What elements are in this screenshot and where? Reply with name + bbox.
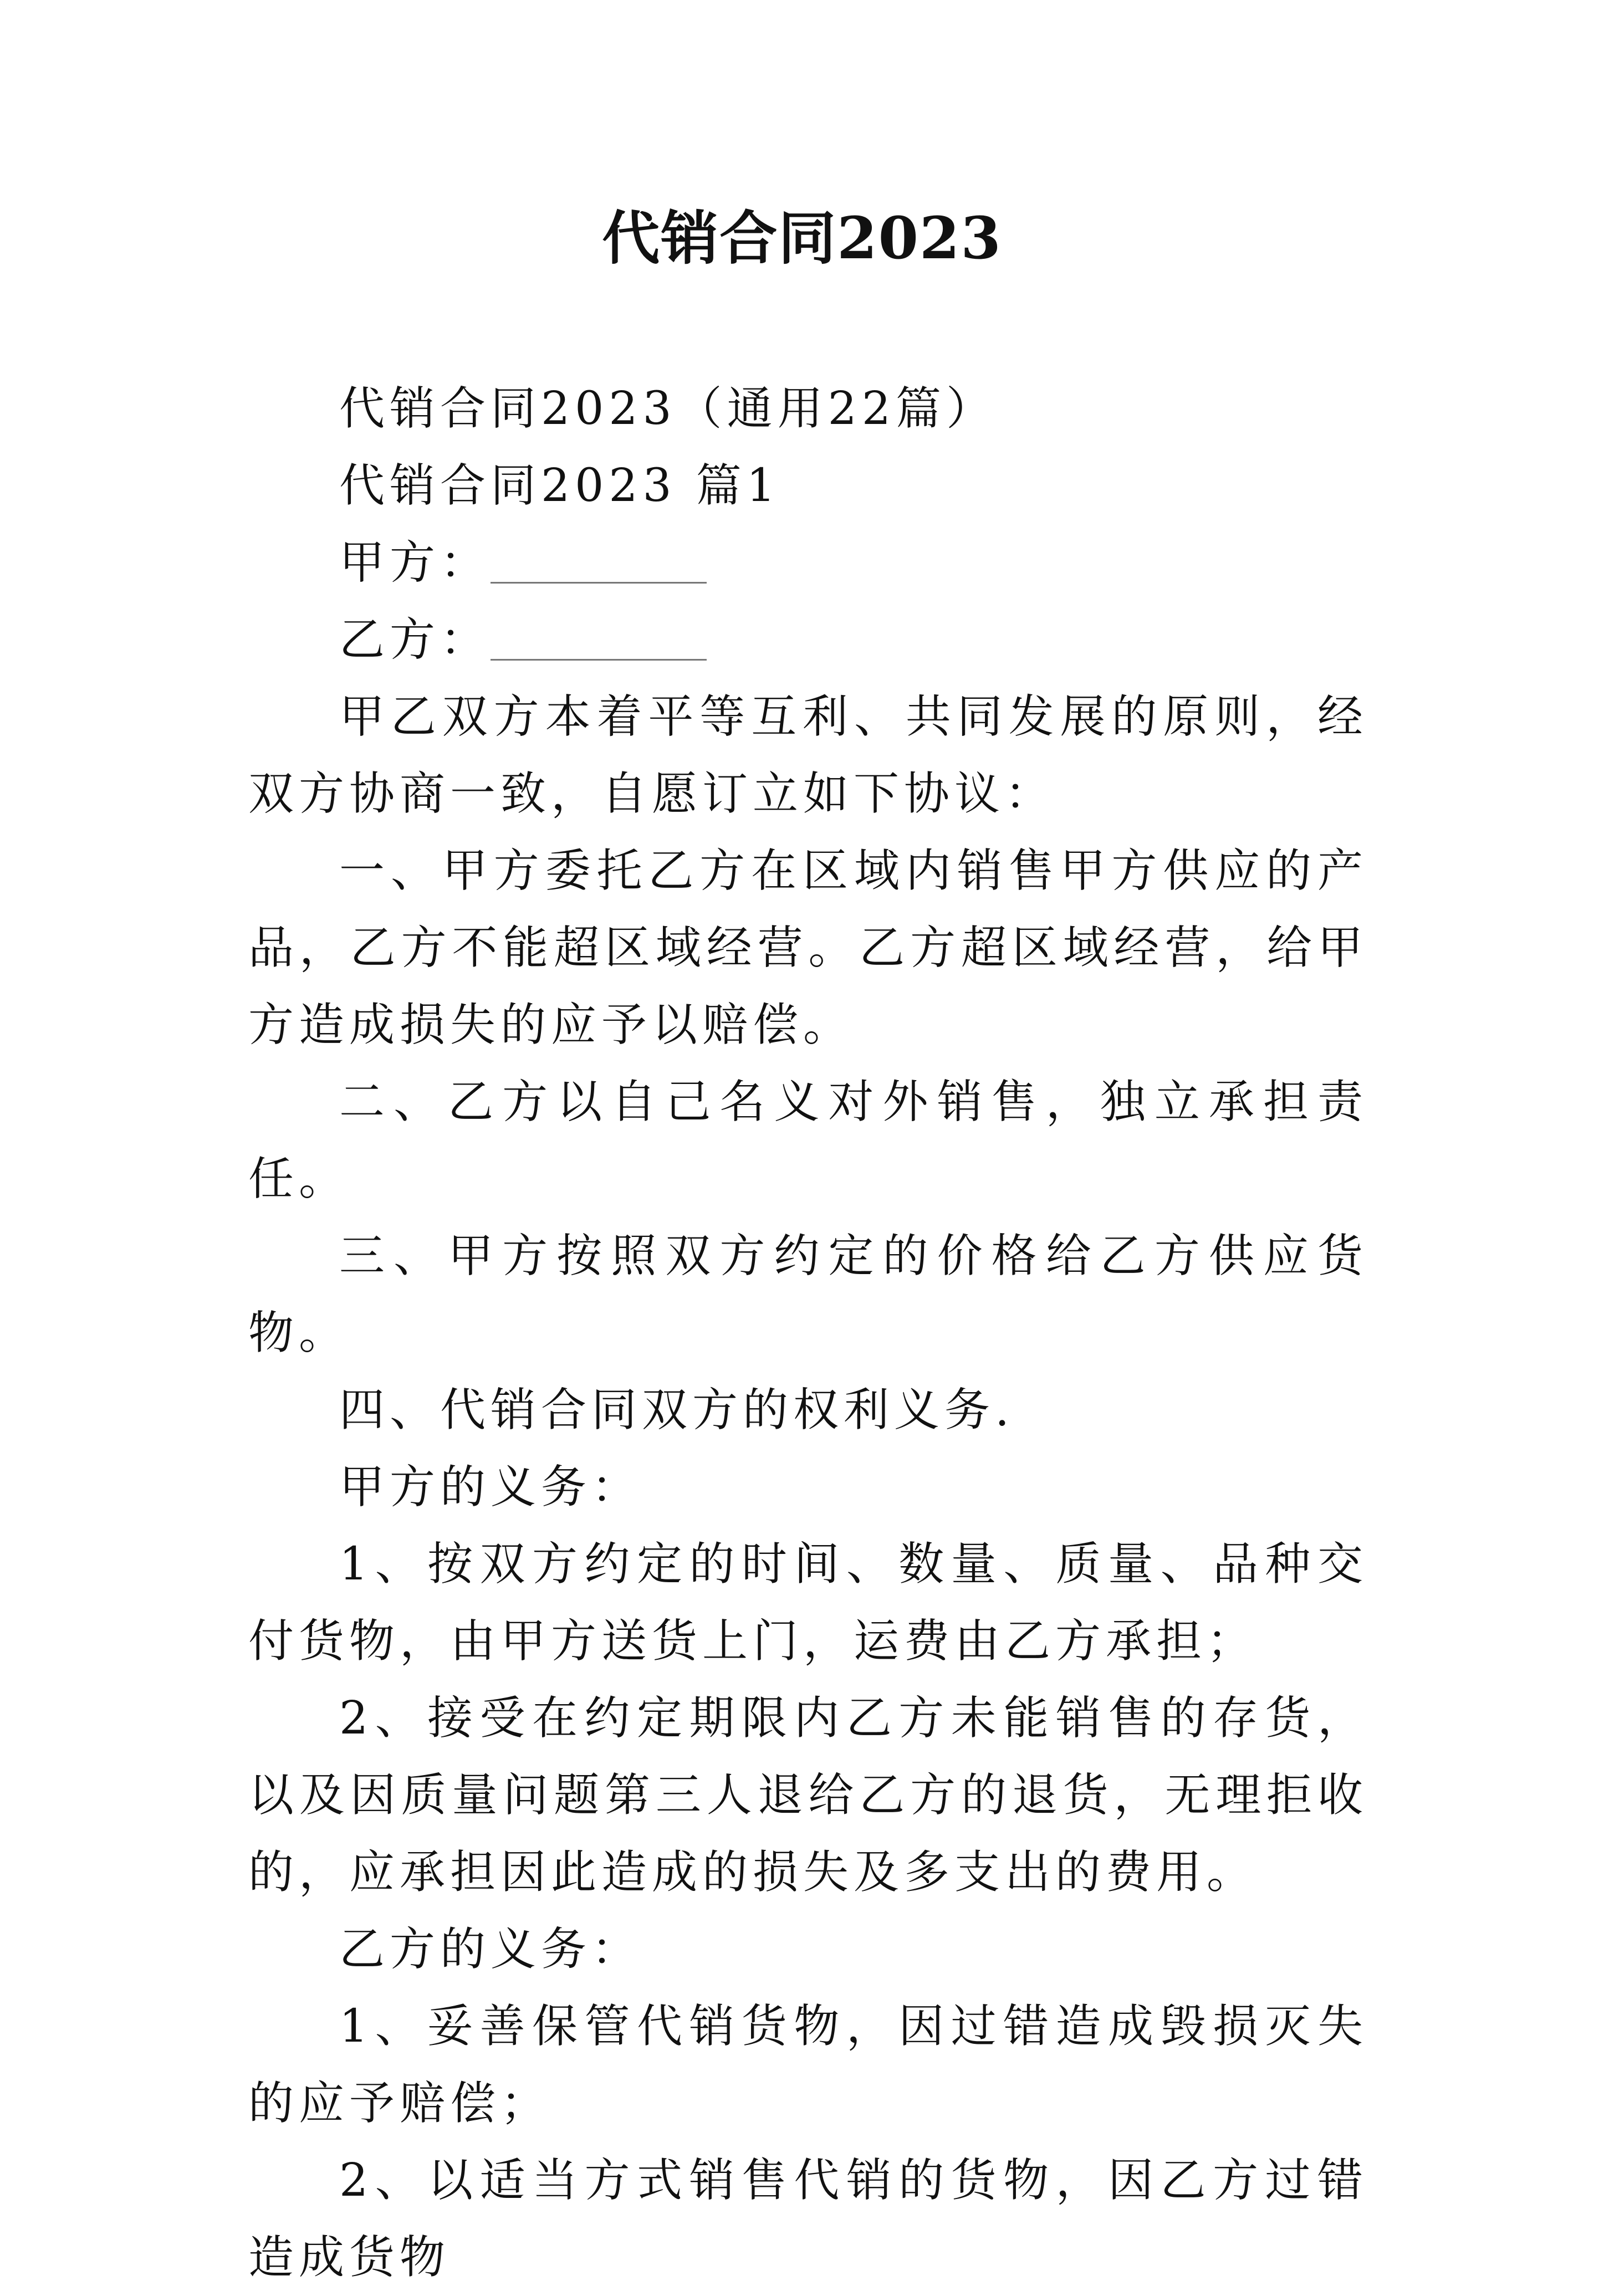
party-b-duty-1: 1、妥善保管代销货物，因过错造成毁损灭失的应予赔偿；: [248, 2000, 1368, 2130]
party-a-line: [248, 524, 1368, 601]
document-body: [248, 370, 1368, 2296]
clause-2-paragraph: 二、乙方以自己名义对外销售，独立承担责任。: [248, 1076, 1368, 1205]
document-title: 代销合同2023: [602, 204, 1002, 272]
party-a-duty-1: 1、按双方约定的时间、数量、质量、品种交付货物，由甲方送货上门，运费由乙方承担；: [248, 1538, 1368, 1668]
party-a-duties-heading: 甲方的义务：: [339, 1461, 642, 1513]
intro-paragraph: 甲乙双方本着平等互利、共同发展的原则，经双方协商一致，自愿订立如下协议：: [248, 691, 1368, 820]
party-b-label: 乙方：: [339, 613, 491, 666]
party-a-duty-2: 2、接受在约定期限内乙方未能销售的存货，以及因质量问题第三人退给乙方的退货，无理拒收的，应承担因此造成的损失及多支出的费用。: [248, 1692, 1368, 1899]
party-a-label: 甲方：: [339, 536, 491, 589]
clause-4-paragraph: 四、代销合同双方的权利义务.: [339, 1384, 1015, 1436]
clause-1-paragraph: 一、甲方委托乙方在区域内销售甲方供应的产品，乙方不能超区域经营。乙方超区域经营，给甲方造成损失的应予以赔偿。: [248, 845, 1368, 1051]
party-b-duties-heading: 乙方的义务：: [339, 1923, 642, 1976]
party-b-duty-2: 2、以适当方式销售代销的货物，因乙方过错造成货物: [248, 2154, 1368, 2284]
subtitle-line: 代销合同2023（通用22篇）: [339, 382, 997, 435]
article-heading: 代销合同2023 篇1: [339, 459, 780, 512]
party-a-blank: [491, 538, 707, 584]
party-b-line: [248, 601, 1368, 678]
party-b-blank: [491, 615, 707, 661]
clause-3-paragraph: 三、甲方按照双方约定的价格给乙方供应货物。: [248, 1230, 1368, 1359]
